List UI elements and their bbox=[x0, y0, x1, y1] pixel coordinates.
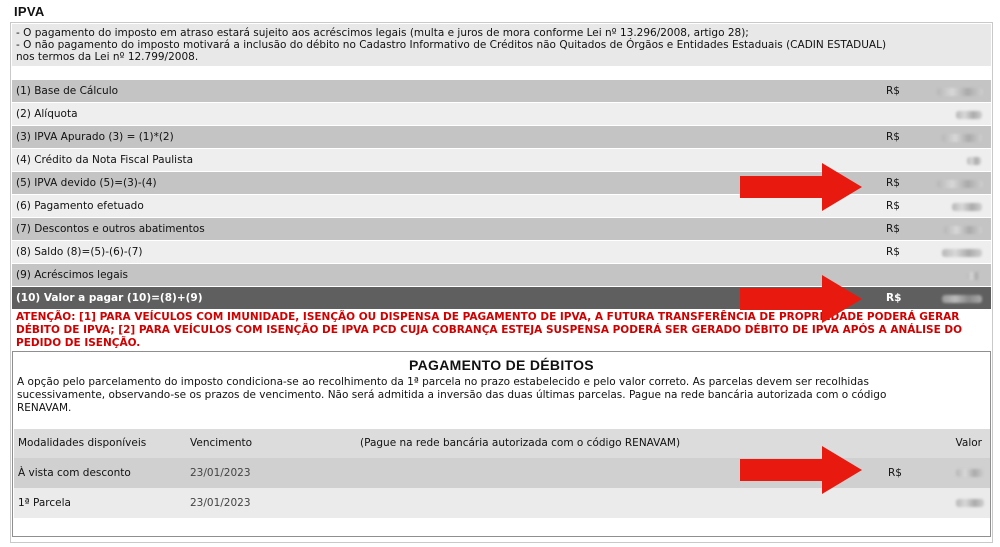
redacted-value bbox=[942, 134, 982, 142]
notice-line-2: - O não pagamento do imposto motivará a inclusão do débito no Cadastro Informativo de Créditos não Quitados de Órgãos e Entidades Estaduais (CADIN ESTADUAL) bbox=[16, 39, 887, 51]
option-due-date: 23/01/2023 bbox=[190, 497, 251, 509]
option-label: 1ª Parcela bbox=[18, 497, 71, 509]
row-descontos bbox=[12, 218, 991, 241]
payment-note-line-1: A opção pelo parcelamento do imposto condiciona-se ao recolhimento da 1ª parcela no prazo estabelecido e pelo valor correto. As parcelas devem ser recolhidas bbox=[17, 376, 869, 388]
redacted-value bbox=[952, 203, 982, 211]
row-label: (7) Descontos e outros abatimentos bbox=[16, 223, 205, 235]
header-modalidades: Modalidades disponíveis bbox=[18, 437, 147, 449]
warning-line-3: PEDIDO DE ISENÇÃO. bbox=[16, 337, 141, 349]
currency-symbol: R$ bbox=[886, 246, 900, 258]
currency-symbol: R$ bbox=[888, 467, 902, 479]
notice-line-1: - O pagamento do imposto em atraso estará sujeito aos acréscimos legais (multa e juros de mora conforme Lei nº 13.296/2008, artigo 28); bbox=[16, 27, 749, 39]
arrow-right-icon bbox=[740, 446, 864, 494]
warning-line-1: ATENÇÃO: [1] PARA VEÍCULOS COM IMUNIDADE, ISENÇÃO OU DISPENSA DE PAGAMENTO DE IPVA, A FUTURA TRANSFERÊNCIA DE PROPRIEDADE PODERÁ GERAR bbox=[16, 311, 960, 323]
header-info: (Pague na rede bancária autorizada com o código RENAVAM) bbox=[360, 437, 681, 449]
redacted-value bbox=[967, 272, 981, 280]
page-title: IPVA bbox=[14, 4, 45, 19]
row-base-calculo bbox=[12, 80, 991, 103]
payment-title: PAGAMENTO DE DÉBITOS bbox=[409, 357, 594, 373]
row-label: (1) Base de Cálculo bbox=[16, 85, 119, 97]
redacted-value bbox=[942, 295, 982, 303]
row-aliquota bbox=[12, 103, 991, 126]
currency-symbol: R$ bbox=[886, 85, 900, 97]
option-due-date: 23/01/2023 bbox=[190, 467, 251, 479]
payment-note bbox=[17, 376, 977, 415]
payment-note-line-2: sucessivamente, observando-se os prazos de vencimento. Não será admitida a inversão das duas últimas parcelas. Pague na rede bancária autorizada com o código bbox=[17, 389, 887, 401]
currency-symbol: R$ bbox=[886, 292, 902, 304]
legal-notice bbox=[12, 24, 991, 66]
row-label: (2) Alíquota bbox=[16, 108, 78, 120]
notice-line-3: nos termos da Lei nº 12.799/2008. bbox=[16, 51, 199, 63]
redacted-value bbox=[942, 249, 982, 257]
currency-symbol: R$ bbox=[886, 200, 900, 212]
row-label: (9) Acréscimos legais bbox=[16, 269, 129, 281]
warning-line-2: DÉBITO DE IPVA; [2] PARA VEÍCULOS COM ISENÇÃO DE IPVA PCD CUJA COBRANÇA ESTEJA SUSPENSA PODERÁ SER GERADO DÉBITO DE IPVA APÓS A ANÁLISE DO bbox=[16, 324, 963, 336]
redacted-value bbox=[937, 88, 983, 96]
currency-symbol: R$ bbox=[886, 131, 900, 143]
redacted-value bbox=[944, 226, 982, 234]
row-label: (8) Saldo (8)=(5)-(6)-(7) bbox=[16, 246, 143, 258]
header-valor: Valor bbox=[955, 437, 982, 449]
redacted-value bbox=[956, 469, 984, 477]
row-label: (6) Pagamento efetuado bbox=[16, 200, 144, 212]
arrow-right-icon bbox=[740, 275, 864, 323]
redacted-value bbox=[967, 157, 981, 165]
row-label: (10) Valor a pagar (10)=(8)+(9) bbox=[16, 292, 203, 304]
currency-symbol: R$ bbox=[886, 223, 900, 235]
payment-note-line-3: RENAVAM. bbox=[17, 402, 72, 414]
row-ipva-apurado bbox=[12, 126, 991, 149]
currency-symbol: R$ bbox=[886, 177, 900, 189]
redacted-value bbox=[956, 499, 984, 507]
row-label: (5) IPVA devido (5)=(3)-(4) bbox=[16, 177, 157, 189]
row-saldo bbox=[12, 241, 991, 264]
redacted-value bbox=[937, 180, 983, 188]
redacted-value bbox=[956, 111, 982, 119]
option-label: À vista com desconto bbox=[18, 467, 131, 479]
row-label: (4) Crédito da Nota Fiscal Paulista bbox=[16, 154, 194, 166]
row-label: (3) IPVA Apurado (3) = (1)*(2) bbox=[16, 131, 174, 143]
arrow-right-icon bbox=[740, 163, 864, 211]
payment-section bbox=[12, 351, 991, 537]
header-vencimento: Vencimento bbox=[190, 437, 253, 449]
